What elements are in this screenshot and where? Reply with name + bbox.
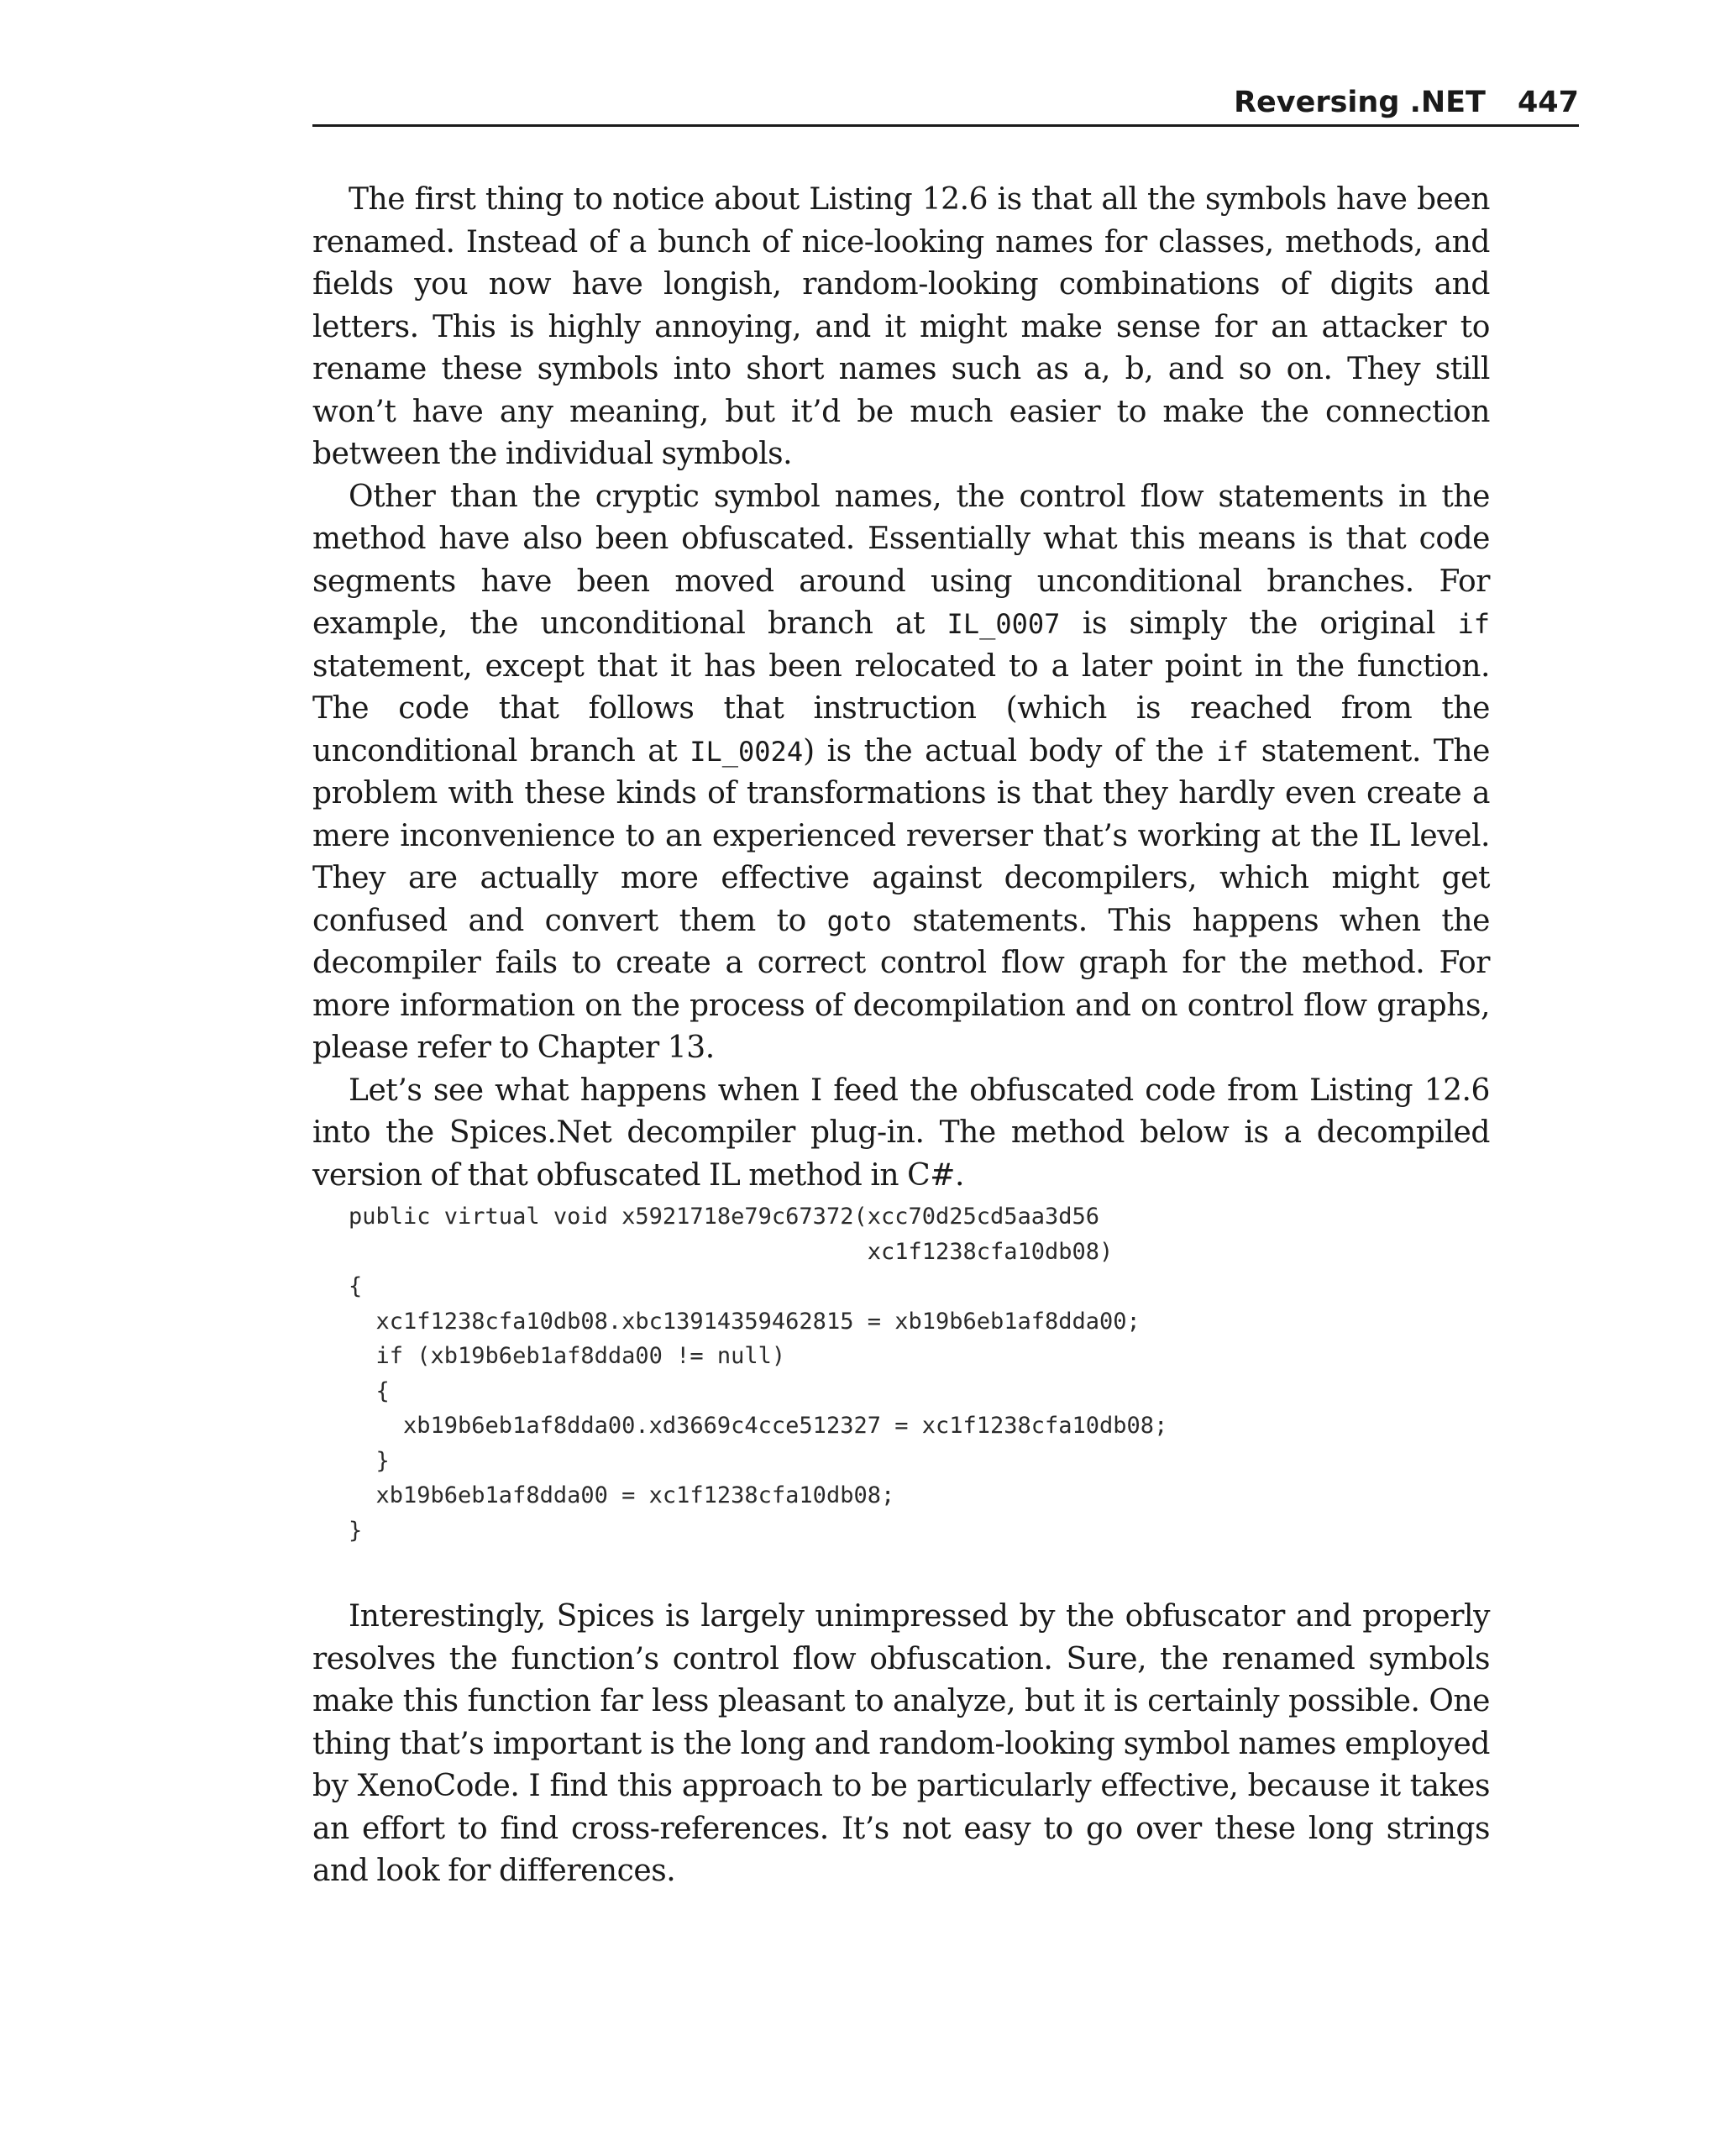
paragraph-2-text-c: statement, except that it has been relocated to a later point in the function. The code that follows that instruction (which is reached from the unconditional branch at bbox=[312, 648, 1490, 769]
paragraph-2 bbox=[312, 476, 1490, 1070]
paragraph-2-text-d: ) is the actual body of the bbox=[803, 733, 1217, 769]
running-title: Reversing .NET bbox=[1234, 86, 1486, 119]
code-listing: public virtual void x5921718e79c67372(xcc70d25cd5aa3d56 xc1f1238cfa10db08) { xc1f1238cfa10db08.xbc13914359462815 = xb19b6eb1af8dda00; if (xb19b6eb1af8dda00 != null) { xb19b6eb1af8dda00.xd3669c4cce512327 = xc1f1238cfa10db08; } xb19b6eb1af8dda00 = xc1f1238cfa10db08; } bbox=[349, 1204, 1168, 1544]
paragraph-1: The first thing to notice about Listing 12.6 is that all the symbols have been renamed. Instead of a bunch of nice-looking names for classes, methods, and fields you now have longish, random-looking combinations of digits and letters. This is highly annoying, and it might make sense for an attacker to rename these symbols into short names such as a, b, and so on. They still won’t have any meaning, but it’d be much easier to make the connection between the individual symbols. bbox=[312, 182, 1490, 471]
paragraph-2-text-e: statement. The problem with these kinds of transformations is that they hardly even create a mere inconvenience to an experienced reverser that’s working at the IL level. They are actually more effective against decompilers, which might get confused and convert them to bbox=[312, 733, 1490, 938]
inline-code-if: if bbox=[1457, 608, 1490, 640]
paragraph-2-text-f: statements. This happens when the decompiler fails to create a correct control flow graph for the method. For more information on the process of decompilation and on control flow graphs, please refer to Chapter 13. bbox=[312, 903, 1490, 1065]
paragraph-3: Let’s see what happens when I feed the obfuscated code from Listing 12.6 into the Spices.Net decompiler plug-in. The method below is a decompiled version of that obfuscated IL method in C#. bbox=[312, 1073, 1490, 1193]
inline-code-goto: goto bbox=[826, 905, 892, 937]
paragraph-2-text-b: is simply the original bbox=[1060, 606, 1458, 641]
paragraph-2-text-a: Other than the cryptic symbol names, the control flow statements in the method have also been obfuscated. Essentially what this means is that code segments have been moved around using unconditional branches. For example, the unconditional branch at bbox=[312, 479, 1490, 641]
running-header bbox=[312, 81, 1579, 127]
body-text-upper bbox=[312, 179, 1490, 1197]
inline-code-if-2: if bbox=[1216, 735, 1249, 768]
page-number: 447 bbox=[1517, 86, 1579, 119]
inline-code-il-0024: IL_0024 bbox=[690, 735, 804, 768]
paragraph-4: Interestingly, Spices is largely unimpressed by the obfuscator and properly resolves the function’s control flow obfuscation. Sure, the renamed symbols make this function far less pleasant to analyze, but it is certainly possible. One thing that’s important is the long and random-looking symbol names employed by XenoCode. I find this approach to be particularly effective, because it takes an effort to find cross-references. It’s not easy to go over these long strings and look for differences. bbox=[312, 1599, 1490, 1888]
book-page bbox=[312, 81, 1579, 1888]
inline-code-il-0007: IL_0007 bbox=[947, 608, 1061, 640]
body-text-lower bbox=[312, 1596, 1490, 1893]
